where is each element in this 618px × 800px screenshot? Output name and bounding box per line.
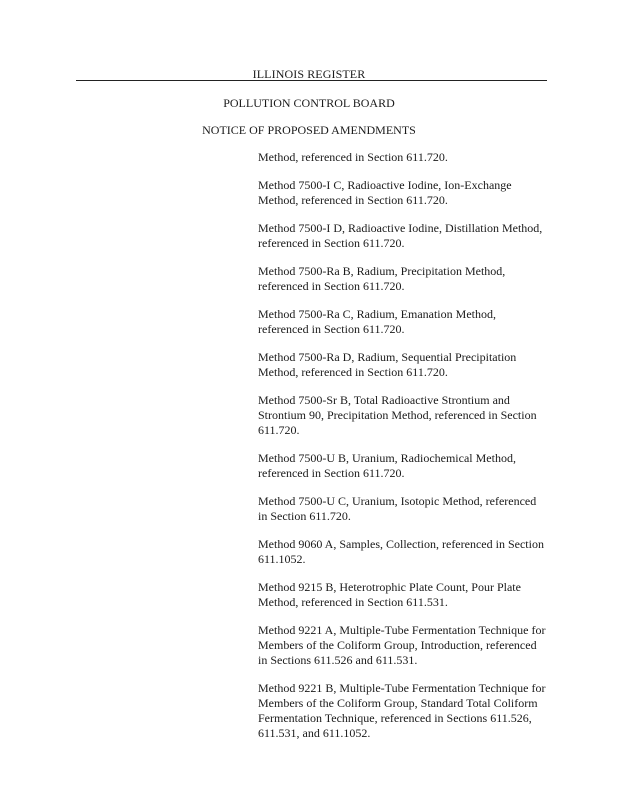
- method-entry: Method 9215 B, Heterotrophic Plate Count, Pour Plate Method, referenced in Section 611.531.: [258, 580, 521, 609]
- method-entry: Method 9221 B, Multiple-Tube Fermentation Technique for Members of the Coliform Group, Standard Total Coliform Fermentation Technique, referenced in Sections 611.526, 611.531, and 611.1052.: [258, 681, 546, 740]
- method-entry: Method 7500-Ra C, Radium, Emanation Method, referenced in Section 611.720.: [258, 307, 496, 336]
- register-title: ILLINOIS REGISTER: [252, 67, 366, 81]
- method-entry: Method 9060 A, Samples, Collection, referenced in Section 611.1052.: [258, 537, 544, 566]
- method-entry: Method 7500-U B, Uranium, Radiochemical Method, referenced in Section 611.720.: [258, 451, 516, 480]
- method-entry: Method 7500-I C, Radioactive Iodine, Ion-Exchange Method, referenced in Section 611.720.: [258, 178, 512, 207]
- method-entry: Method 7500-Sr B, Total Radioactive Strontium and Strontium 90, Precipitation Method, referenced in Section 611.720.: [258, 393, 537, 437]
- method-entry: Method, referenced in Section 611.720.: [258, 150, 448, 164]
- method-entry: Method 7500-U C, Uranium, Isotopic Method, referenced in Section 611.720.: [258, 494, 537, 523]
- method-entry: Method 9221 A, Multiple-Tube Fermentation Technique for Members of the Coliform Group, Introduction, referenced in Sections 611.526 and 611.531.: [258, 623, 546, 667]
- method-entry: Method 7500-I D, Radioactive Iodine, Distillation Method, referenced in Section 611.720.: [258, 221, 543, 250]
- agency-name: POLLUTION CONTROL BOARD: [223, 96, 395, 110]
- header-divider: [76, 80, 547, 81]
- method-reference-list: [258, 150, 548, 754]
- notice-title: NOTICE OF PROPOSED AMENDMENTS: [202, 123, 416, 137]
- method-entry: Method 7500-Ra B, Radium, Precipitation Method, referenced in Section 611.720.: [258, 264, 506, 293]
- method-entry: Method 7500-Ra D, Radium, Sequential Precipitation Method, referenced in Section 611.720.: [258, 350, 517, 379]
